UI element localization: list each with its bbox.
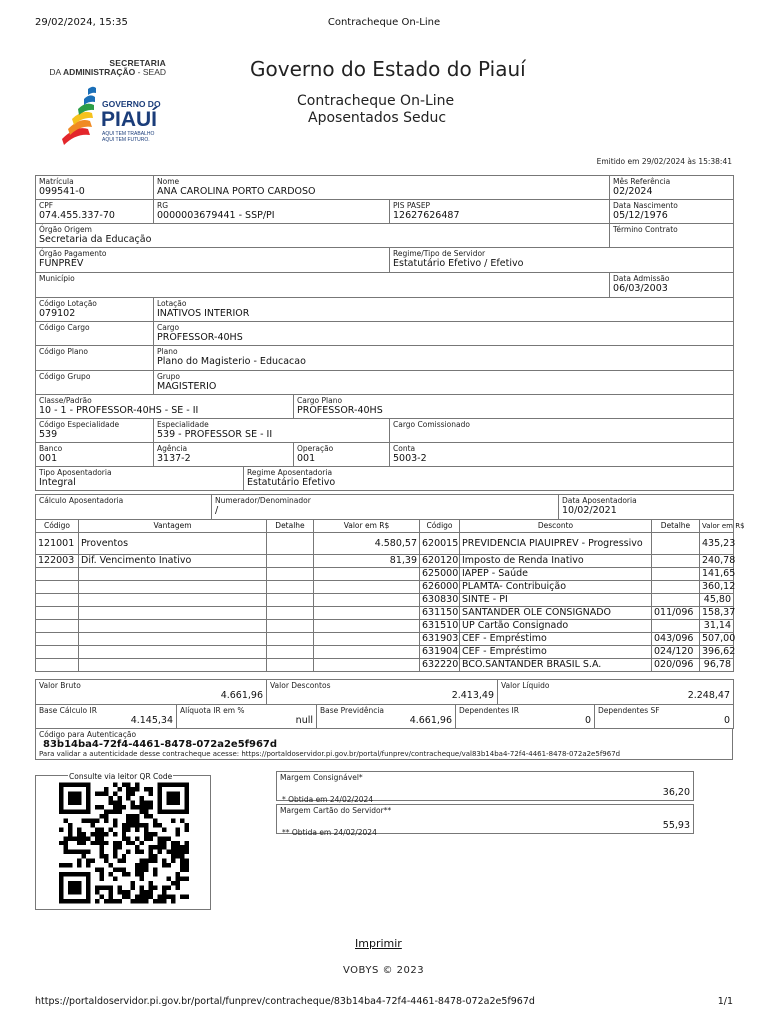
- field-tipo-aposentadoria: Tipo Aposentadoria Integral: [36, 467, 244, 491]
- item-desconto-descricao: BCO.SANTANDER BRASIL S.A.: [460, 659, 652, 672]
- auth-code-cell: Código para Autenticação 83b14ba4-72f4-4461-8478-072a2e5f967d Para validar a autenticidade desse contracheque acesse: https://portaldoservidor.pi.gov.br/portal/funprev/contracheque/val83b14ba4-72f4-4461-8478-072a2e5f967d: [36, 729, 733, 760]
- field-codigo-grupo: Código Grupo: [36, 371, 154, 395]
- item-vantagem-codigo: [36, 646, 79, 659]
- field-especialidade: Especialidade 539 - PROFESSOR SE - II: [154, 419, 390, 443]
- item-desconto-valor: 240,78: [700, 555, 734, 568]
- field-nome: Nome ANA CAROLINA PORTO CARDOSO: [154, 176, 610, 200]
- item-desconto-descricao: SANTANDER OLE CONSIGNADO: [460, 607, 652, 620]
- field-operacao: Operação 001: [294, 443, 390, 467]
- item-vantagem-detalhe: [267, 581, 314, 594]
- total-bruto: Valor Bruto 4.661,96: [36, 680, 267, 705]
- margem-consignavel-note: * Obtida em 24/02/2024: [282, 795, 374, 804]
- item-vantagem-codigo: [36, 659, 79, 672]
- page-subtitle-2: Aposentados Seduc: [308, 110, 447, 126]
- item-vantagem-detalhe: [267, 533, 314, 555]
- table-row: [36, 646, 734, 659]
- item-desconto-descricao: PLAMTA- Contribuição: [460, 581, 652, 594]
- item-vantagem-valor: [314, 568, 420, 581]
- table-row: [36, 620, 734, 633]
- svg-text:AQUI TEM TRABALHO: AQUI TEM TRABALHO: [102, 131, 155, 137]
- dependentes-ir: Dependentes IR 0: [456, 705, 595, 729]
- field-numerador: Numerador/Denominador /: [212, 495, 559, 520]
- margem-consignavel-box: Margem Consignável* 36,20: [276, 771, 694, 801]
- item-desconto-valor: 360,12: [700, 581, 734, 594]
- aliquota-ir: Alíquota IR em % null: [177, 705, 317, 729]
- item-vantagem-descricao: [79, 646, 267, 659]
- item-desconto-detalhe: 024/120: [652, 646, 700, 659]
- field-regime-aposentadoria: Regime Aposentadoria Estatutário Efetivo: [244, 467, 734, 491]
- item-desconto-valor: 507,00: [700, 633, 734, 646]
- item-vantagem-descricao: [79, 620, 267, 633]
- table-row: [36, 568, 734, 581]
- col-valor-desconto: Valor em R$: [700, 520, 734, 533]
- field-orgao-origem: Órgão Origem Secretaria da Educação: [36, 224, 610, 248]
- field-codigo-cargo: Código Cargo: [36, 322, 154, 346]
- qr-label: Consulte via leitor QR Code: [69, 772, 173, 781]
- item-vantagem-codigo: [36, 633, 79, 646]
- item-vantagem-codigo: 122003: [36, 555, 79, 568]
- field-termino-contrato: Término Contrato: [610, 224, 734, 248]
- field-matricula: Matrícula 099541-0: [36, 176, 154, 200]
- item-vantagem-codigo: 121001: [36, 533, 79, 555]
- item-desconto-descricao: IAPEP - Saúde: [460, 568, 652, 581]
- item-desconto-descricao: UP Cartão Consignado: [460, 620, 652, 633]
- copyright: VOBYS © 2023: [343, 965, 425, 976]
- item-desconto-codigo: 631150: [420, 607, 460, 620]
- margem-cartao-value: 55,93: [662, 820, 690, 831]
- item-desconto-codigo: 631904: [420, 646, 460, 659]
- item-vantagem-codigo: [36, 620, 79, 633]
- item-desconto-descricao: Imposto de Renda Inativo: [460, 555, 652, 568]
- field-cargo-comissionado: Cargo Comissionado: [390, 419, 734, 443]
- servant-info-table: [35, 175, 734, 491]
- table-row: [36, 594, 734, 607]
- item-desconto-valor: 435,23: [700, 533, 734, 555]
- field-orgao-pagamento: Órgão Pagamento FUNPREV: [36, 248, 390, 273]
- item-desconto-codigo: 632220: [420, 659, 460, 672]
- item-desconto-valor: 31,14: [700, 620, 734, 633]
- field-lotacao: Lotação INATIVOS INTERIOR: [154, 298, 734, 322]
- field-classe-padrao: Classe/Padrão 10 - 1 - PROFESSOR-40HS - SE - II: [36, 395, 294, 419]
- col-detalhe-desconto: Detalhe: [652, 520, 700, 533]
- item-vantagem-descricao: [79, 568, 267, 581]
- payroll-items-table: [35, 519, 745, 672]
- print-link[interactable]: Imprimir: [355, 937, 402, 950]
- svg-text:GOVERNO DO: GOVERNO DO: [102, 99, 161, 109]
- item-desconto-detalhe: [652, 533, 700, 555]
- field-pis: PIS PASEP 12627626487: [390, 200, 610, 224]
- item-vantagem-detalhe: [267, 555, 314, 568]
- item-vantagem-descricao: [79, 607, 267, 620]
- print-footer-url: https://portaldoservidor.pi.gov.br/portal/funprev/contracheque/83b14ba4-72f4-4461-8478-072a2e5f967d: [35, 996, 535, 1007]
- item-desconto-valor: 158,37: [700, 607, 734, 620]
- qr-code-icon: [59, 782, 189, 904]
- field-codigo-plano: Código Plano: [36, 346, 154, 371]
- auth-validate-text: Para validar a autenticidade desse contracheque acesse: https://portaldoservidor.pi.gov.br/portal/funprev/contracheque/val83b14ba4-72f4-4461-8478-072a2e5f967d: [39, 750, 621, 758]
- item-desconto-detalhe: [652, 594, 700, 607]
- item-vantagem-descricao: Proventos: [79, 533, 267, 555]
- field-data-admissao: Data Admissão 06/03/2003: [610, 273, 734, 298]
- totals-table: [35, 679, 734, 705]
- item-vantagem-descricao: [79, 659, 267, 672]
- item-vantagem-valor: [314, 620, 420, 633]
- item-vantagem-descricao: [79, 581, 267, 594]
- item-desconto-valor: 45,80: [700, 594, 734, 607]
- col-valor: Valor em R$: [314, 520, 420, 533]
- item-desconto-valor: 141,65: [700, 568, 734, 581]
- item-desconto-codigo: 631903: [420, 633, 460, 646]
- field-cargo-plano: Cargo Plano PROFESSOR-40HS: [294, 395, 734, 419]
- auth-table: [35, 728, 733, 760]
- col-desconto: Desconto: [460, 520, 652, 533]
- base-previdencia: Base Previdência 4.661,96: [317, 705, 456, 729]
- field-mes-referencia: Mês Referência 02/2024: [610, 176, 734, 200]
- item-vantagem-detalhe: [267, 607, 314, 620]
- item-desconto-codigo: 631510: [420, 620, 460, 633]
- item-vantagem-codigo: [36, 607, 79, 620]
- item-vantagem-detalhe: [267, 620, 314, 633]
- item-vantagem-valor: [314, 594, 420, 607]
- table-row: [36, 607, 734, 620]
- col-codigo-desconto: Código: [420, 520, 460, 533]
- table-row: [36, 633, 734, 646]
- item-desconto-detalhe: [652, 581, 700, 594]
- item-vantagem-valor: [314, 646, 420, 659]
- aposentadoria-calc-table: [35, 494, 734, 520]
- base-calculo-ir: Base Cálculo IR 4.145,34: [36, 705, 177, 729]
- qr-code-box: [35, 775, 211, 910]
- field-banco: Banco 001: [36, 443, 154, 467]
- item-vantagem-valor: [314, 607, 420, 620]
- field-cpf: CPF 074.455.337-70: [36, 200, 154, 224]
- item-vantagem-descricao: [79, 594, 267, 607]
- item-desconto-codigo: 626000: [420, 581, 460, 594]
- item-vantagem-codigo: [36, 581, 79, 594]
- item-vantagem-detalhe: [267, 633, 314, 646]
- item-vantagem-valor: [314, 659, 420, 672]
- print-datetime: 29/02/2024, 15:35: [35, 17, 128, 28]
- table-row: [36, 581, 734, 594]
- col-vantagem: Vantagem: [79, 520, 267, 533]
- field-data-nascimento: Data Nascimento 05/12/1976: [610, 200, 734, 224]
- print-page-title: Contracheque On-Line: [327, 17, 441, 28]
- item-desconto-descricao: CEF - Empréstimo: [460, 633, 652, 646]
- field-regime: Regime/Tipo de Servidor Estatutário Efetivo / Efetivo: [390, 248, 734, 273]
- item-vantagem-valor: [314, 633, 420, 646]
- sead-logo-text: SECRETARIA DA ADMINISTRAÇÃO - SEAD: [49, 58, 166, 77]
- field-codigo-lotacao: Código Lotação 079102: [36, 298, 154, 322]
- item-vantagem-valor: [314, 581, 420, 594]
- total-descontos: Valor Descontos 2.413,49: [267, 680, 498, 705]
- item-desconto-descricao: PREVIDENCIA PIAUIPREV - Progressivo: [460, 533, 652, 555]
- item-vantagem-descricao: Dif. Vencimento Inativo: [79, 555, 267, 568]
- item-desconto-detalhe: 020/096: [652, 659, 700, 672]
- item-vantagem-detalhe: [267, 568, 314, 581]
- item-vantagem-codigo: [36, 594, 79, 607]
- col-detalhe: Detalhe: [267, 520, 314, 533]
- col-codigo: Código: [36, 520, 79, 533]
- item-desconto-detalhe: [652, 568, 700, 581]
- item-desconto-descricao: SINTE - PI: [460, 594, 652, 607]
- item-desconto-detalhe: [652, 555, 700, 568]
- table-row: [36, 533, 734, 555]
- margem-cartao-note: ** Obtida em 24/02/2024: [282, 828, 377, 837]
- item-desconto-detalhe: 043/096: [652, 633, 700, 646]
- svg-text:AQUI TEM FUTURO.: AQUI TEM FUTURO.: [102, 137, 150, 143]
- table-row: [36, 555, 734, 568]
- piaui-emblem-icon: [58, 85, 170, 147]
- item-desconto-valor: 96,78: [700, 659, 734, 672]
- item-desconto-detalhe: [652, 620, 700, 633]
- item-vantagem-valor: 81,39: [314, 555, 420, 568]
- margem-consignavel-value: 36,20: [662, 787, 690, 798]
- page-title: Governo do Estado do Piauí: [250, 57, 526, 81]
- item-vantagem-detalhe: [267, 646, 314, 659]
- field-conta: Conta 5003-2: [390, 443, 734, 467]
- item-vantagem-detalhe: [267, 594, 314, 607]
- field-calculo-aposentadoria: Cálculo Aposentadoria: [36, 495, 212, 520]
- field-plano: Plano Plano do Magisterio - Educacao: [154, 346, 734, 371]
- field-rg: RG 0000003679441 - SSP/PI: [154, 200, 390, 224]
- item-desconto-valor: 396,62: [700, 646, 734, 659]
- item-vantagem-detalhe: [267, 659, 314, 672]
- bases-table: [35, 704, 734, 729]
- dependentes-sf: Dependentes SF 0: [595, 705, 734, 729]
- print-page-count: 1/1: [717, 996, 733, 1007]
- page-subtitle: Contracheque On-Line: [297, 93, 455, 109]
- item-vantagem-codigo: [36, 568, 79, 581]
- field-cargo: Cargo PROFESSOR-40HS: [154, 322, 734, 346]
- field-agencia: Agência 3137-2: [154, 443, 294, 467]
- item-desconto-codigo: 620015: [420, 533, 460, 555]
- auth-code: 83b14ba4-72f4-4461-8478-072a2e5f967d: [43, 739, 278, 750]
- item-desconto-codigo: 625000: [420, 568, 460, 581]
- item-desconto-detalhe: 011/096: [652, 607, 700, 620]
- field-codigo-especialidade: Código Especialidade 539: [36, 419, 154, 443]
- margem-cartao-box: Margem Cartão do Servidor** 55,93: [276, 804, 694, 834]
- item-desconto-codigo: 620120: [420, 555, 460, 568]
- item-desconto-descricao: CEF - Empréstimo: [460, 646, 652, 659]
- governo-piaui-logo: [58, 85, 170, 147]
- field-grupo: Grupo MAGISTERIO: [154, 371, 734, 395]
- item-vantagem-descricao: [79, 633, 267, 646]
- item-vantagem-valor: 4.580,57: [314, 533, 420, 555]
- total-liquido: Valor Líquido 2.248,47: [498, 680, 734, 705]
- table-row: [36, 659, 734, 672]
- item-desconto-codigo: 630830: [420, 594, 460, 607]
- field-data-aposentadoria: Data Aposentadoria 10/02/2021: [559, 495, 734, 520]
- emission-timestamp: Emitido em 29/02/2024 às 15:38:41: [596, 157, 732, 166]
- field-municipio: Município: [36, 273, 610, 298]
- svg-text:PIAUÍ: PIAUÍ: [101, 108, 158, 131]
